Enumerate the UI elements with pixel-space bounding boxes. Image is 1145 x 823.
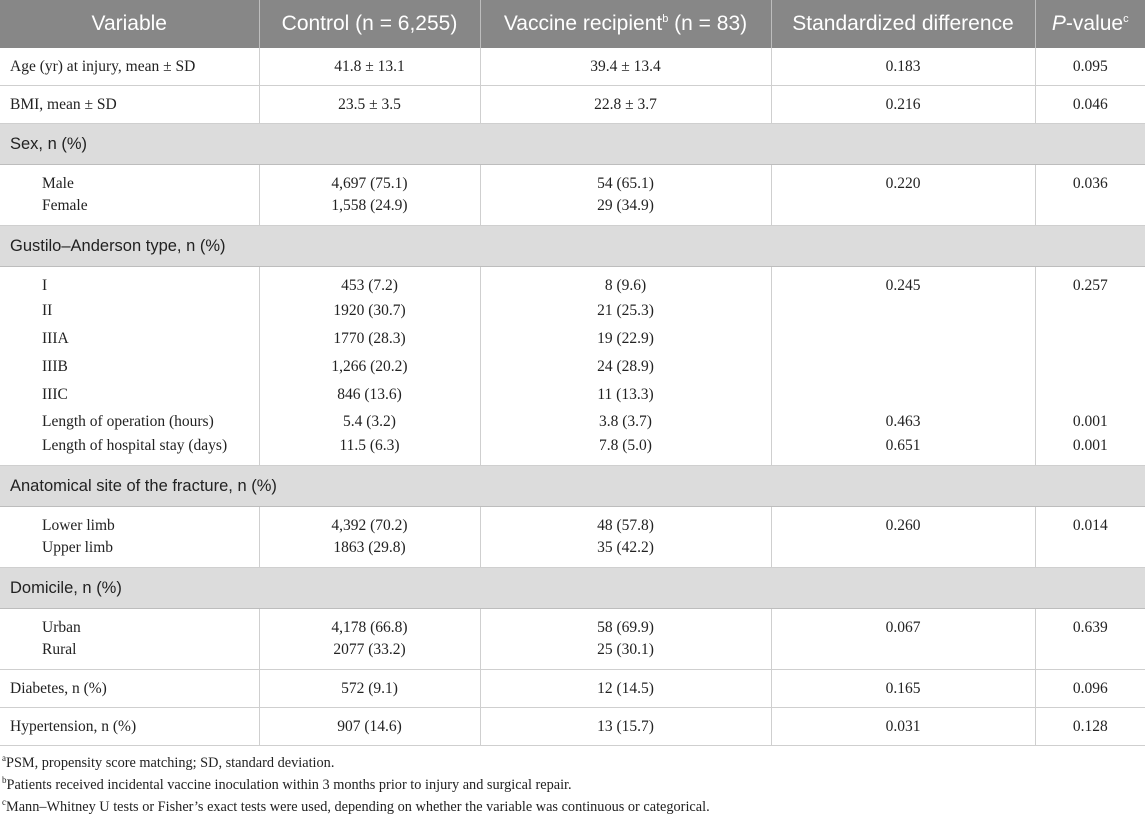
p-value: 0.257 <box>1072 277 1108 294</box>
std-diff-value: 0.067 <box>771 609 1035 640</box>
row-label: Urban <box>0 609 259 640</box>
header-vaccine-label: Vaccine recipient <box>503 12 663 35</box>
section-header-row <box>0 466 1145 507</box>
table-row <box>0 381 1145 409</box>
p-value: 0.014 <box>1072 517 1108 534</box>
vaccine-value: 21 (25.3) <box>480 297 771 325</box>
std-diff-value <box>771 537 1035 568</box>
header-vaccine <box>480 0 771 48</box>
std-diff-value <box>771 353 1035 381</box>
section-header-row <box>0 226 1145 267</box>
row-label: II <box>0 297 259 325</box>
table-row <box>0 537 1145 568</box>
header-variable: Variable <box>0 0 259 48</box>
section-header-row <box>0 568 1145 609</box>
section-title-gustilo: Gustilo–Anderson type, n (%) <box>0 226 1145 267</box>
section-title-domicile: Domicile, n (%) <box>0 568 1145 609</box>
std-diff-value: 0.220 <box>771 165 1035 196</box>
std-diff-value: 0.183 <box>771 48 1035 86</box>
footnote-a <box>2 752 1145 774</box>
control-value: 846 (13.6) <box>259 381 480 409</box>
std-diff-value <box>771 381 1035 409</box>
p-value: 0.046 <box>1035 86 1145 124</box>
vaccine-value: 35 (42.2) <box>480 537 771 568</box>
row-label: IIIC <box>0 381 259 409</box>
table-row <box>0 353 1145 381</box>
vaccine-value: 11 (13.3) <box>480 381 771 409</box>
footnote-mark: c <box>2 797 6 808</box>
p-value <box>1035 639 1145 670</box>
table-row <box>0 609 1145 640</box>
std-diff-value <box>771 195 1035 226</box>
header-control: Control (n = 6,255) <box>259 0 480 48</box>
footnote-text: Mann–Whitney U tests or Fisher’s exact tests were used, depending on whether the variable was continuous or categorical. <box>6 799 710 815</box>
std-diff-value: 0.463 <box>771 409 1035 435</box>
control-value: 1920 (30.7) <box>259 297 480 325</box>
header-p-value <box>1035 0 1145 48</box>
vaccine-value: 24 (28.9) <box>480 353 771 381</box>
footnote-b <box>2 774 1145 796</box>
vaccine-value: 19 (22.9) <box>480 325 771 353</box>
control-value: 2077 (33.2) <box>259 639 480 670</box>
vaccine-value: 39.4 ± 13.4 <box>480 48 771 86</box>
section-title-anatomical-site: Anatomical site of the fracture, n (%) <box>0 466 1145 507</box>
control-value: 23.5 ± 3.5 <box>259 86 480 124</box>
std-diff-value <box>771 297 1035 325</box>
row-label: Length of hospital stay (days) <box>0 435 259 466</box>
row-label: Lower limb <box>0 507 259 538</box>
section-header-row <box>0 124 1145 165</box>
control-value: 1,266 (20.2) <box>259 353 480 381</box>
footnote-text: PSM, propensity score matching; SD, standard deviation. <box>6 755 335 771</box>
control-value: 453 (7.2) <box>259 267 480 298</box>
p-value <box>1035 537 1145 568</box>
p-value: 0.128 <box>1035 708 1145 746</box>
p-value: 0.001 <box>1072 413 1108 430</box>
p-value: 0.095 <box>1035 48 1145 86</box>
std-diff-value <box>771 639 1035 670</box>
p-value <box>1035 353 1145 381</box>
p-value: 0.096 <box>1035 670 1145 708</box>
control-value: 907 (14.6) <box>259 708 480 746</box>
header-p-label: -value <box>1065 12 1124 35</box>
table-header-row <box>0 0 1145 48</box>
vaccine-value: 7.8 (5.0) <box>480 435 771 466</box>
table-row <box>0 639 1145 670</box>
control-value: 5.4 (3.2) <box>259 409 480 435</box>
table-row <box>0 670 1145 708</box>
row-label: Age (yr) at injury, mean ± SD <box>0 48 259 86</box>
table-row <box>0 267 1145 298</box>
p-value <box>1035 381 1145 409</box>
p-value: 0.001 <box>1035 435 1145 466</box>
footnote-text: Patients received incidental vaccine inoculation within 3 months prior to injury and surgical repair. <box>6 777 572 793</box>
control-value: 41.8 ± 13.1 <box>259 48 480 86</box>
control-value: 11.5 (6.3) <box>259 435 480 466</box>
p-value <box>1035 325 1145 353</box>
table-row <box>0 435 1145 466</box>
vaccine-value: 29 (34.9) <box>480 195 771 226</box>
p-value <box>1035 195 1145 226</box>
control-value: 1770 (28.3) <box>259 325 480 353</box>
header-vaccine-count: (n = 83) <box>668 12 748 35</box>
table-row <box>0 165 1145 196</box>
std-diff-value: 0.260 <box>771 507 1035 538</box>
header-p-letter: P <box>1051 12 1066 35</box>
control-value: 4,697 (75.1) <box>259 165 480 196</box>
vaccine-value: 58 (69.9) <box>480 609 771 640</box>
header-std-diff: Standardized difference <box>771 0 1035 48</box>
vaccine-value: 3.8 (3.7) <box>480 409 771 435</box>
std-diff-value: 0.245 <box>771 267 1035 298</box>
std-diff-value: 0.216 <box>771 86 1035 124</box>
control-value: 1,558 (24.9) <box>259 195 480 226</box>
row-label: Female <box>0 195 259 226</box>
table-row <box>0 708 1145 746</box>
std-diff-value: 0.651 <box>771 435 1035 466</box>
table-row <box>0 297 1145 325</box>
row-label: Diabetes, n (%) <box>0 670 259 708</box>
vaccine-value: 48 (57.8) <box>480 507 771 538</box>
section-title-sex: Sex, n (%) <box>0 124 1145 165</box>
vaccine-value: 25 (30.1) <box>480 639 771 670</box>
header-vaccine-footnote-mark: b <box>662 13 669 25</box>
table-footnotes <box>0 752 1145 818</box>
row-label: I <box>0 267 259 298</box>
footnote-mark: b <box>2 775 7 786</box>
row-label: Rural <box>0 639 259 670</box>
vaccine-value: 22.8 ± 3.7 <box>480 86 771 124</box>
std-diff-value: 0.031 <box>771 708 1035 746</box>
table-row <box>0 195 1145 226</box>
table-row <box>0 48 1145 86</box>
row-label: Upper limb <box>0 537 259 568</box>
row-label: IIIA <box>0 325 259 353</box>
table-row <box>0 507 1145 538</box>
vaccine-value: 12 (14.5) <box>480 670 771 708</box>
table-row <box>0 325 1145 353</box>
table-row <box>0 86 1145 124</box>
row-label: Length of operation (hours) <box>0 409 259 435</box>
vaccine-value: 54 (65.1) <box>480 165 771 196</box>
p-value: 0.036 <box>1072 175 1108 192</box>
vaccine-value: 8 (9.6) <box>480 267 771 298</box>
row-label: Male <box>0 165 259 196</box>
footnote-mark: a <box>2 753 6 764</box>
control-value: 1863 (29.8) <box>259 537 480 568</box>
row-label: IIIB <box>0 353 259 381</box>
std-diff-value: 0.165 <box>771 670 1035 708</box>
header-p-footnote-mark: c <box>1123 13 1129 25</box>
vaccine-value: 13 (15.7) <box>480 708 771 746</box>
row-label: Hypertension, n (%) <box>0 708 259 746</box>
table-row <box>0 409 1145 435</box>
std-diff-value <box>771 325 1035 353</box>
control-value: 4,392 (70.2) <box>259 507 480 538</box>
p-value: 0.639 <box>1072 619 1108 636</box>
row-label: BMI, mean ± SD <box>0 86 259 124</box>
control-value: 572 (9.1) <box>259 670 480 708</box>
p-value <box>1035 297 1145 325</box>
control-value: 4,178 (66.8) <box>259 609 480 640</box>
footnote-c <box>2 796 1145 818</box>
